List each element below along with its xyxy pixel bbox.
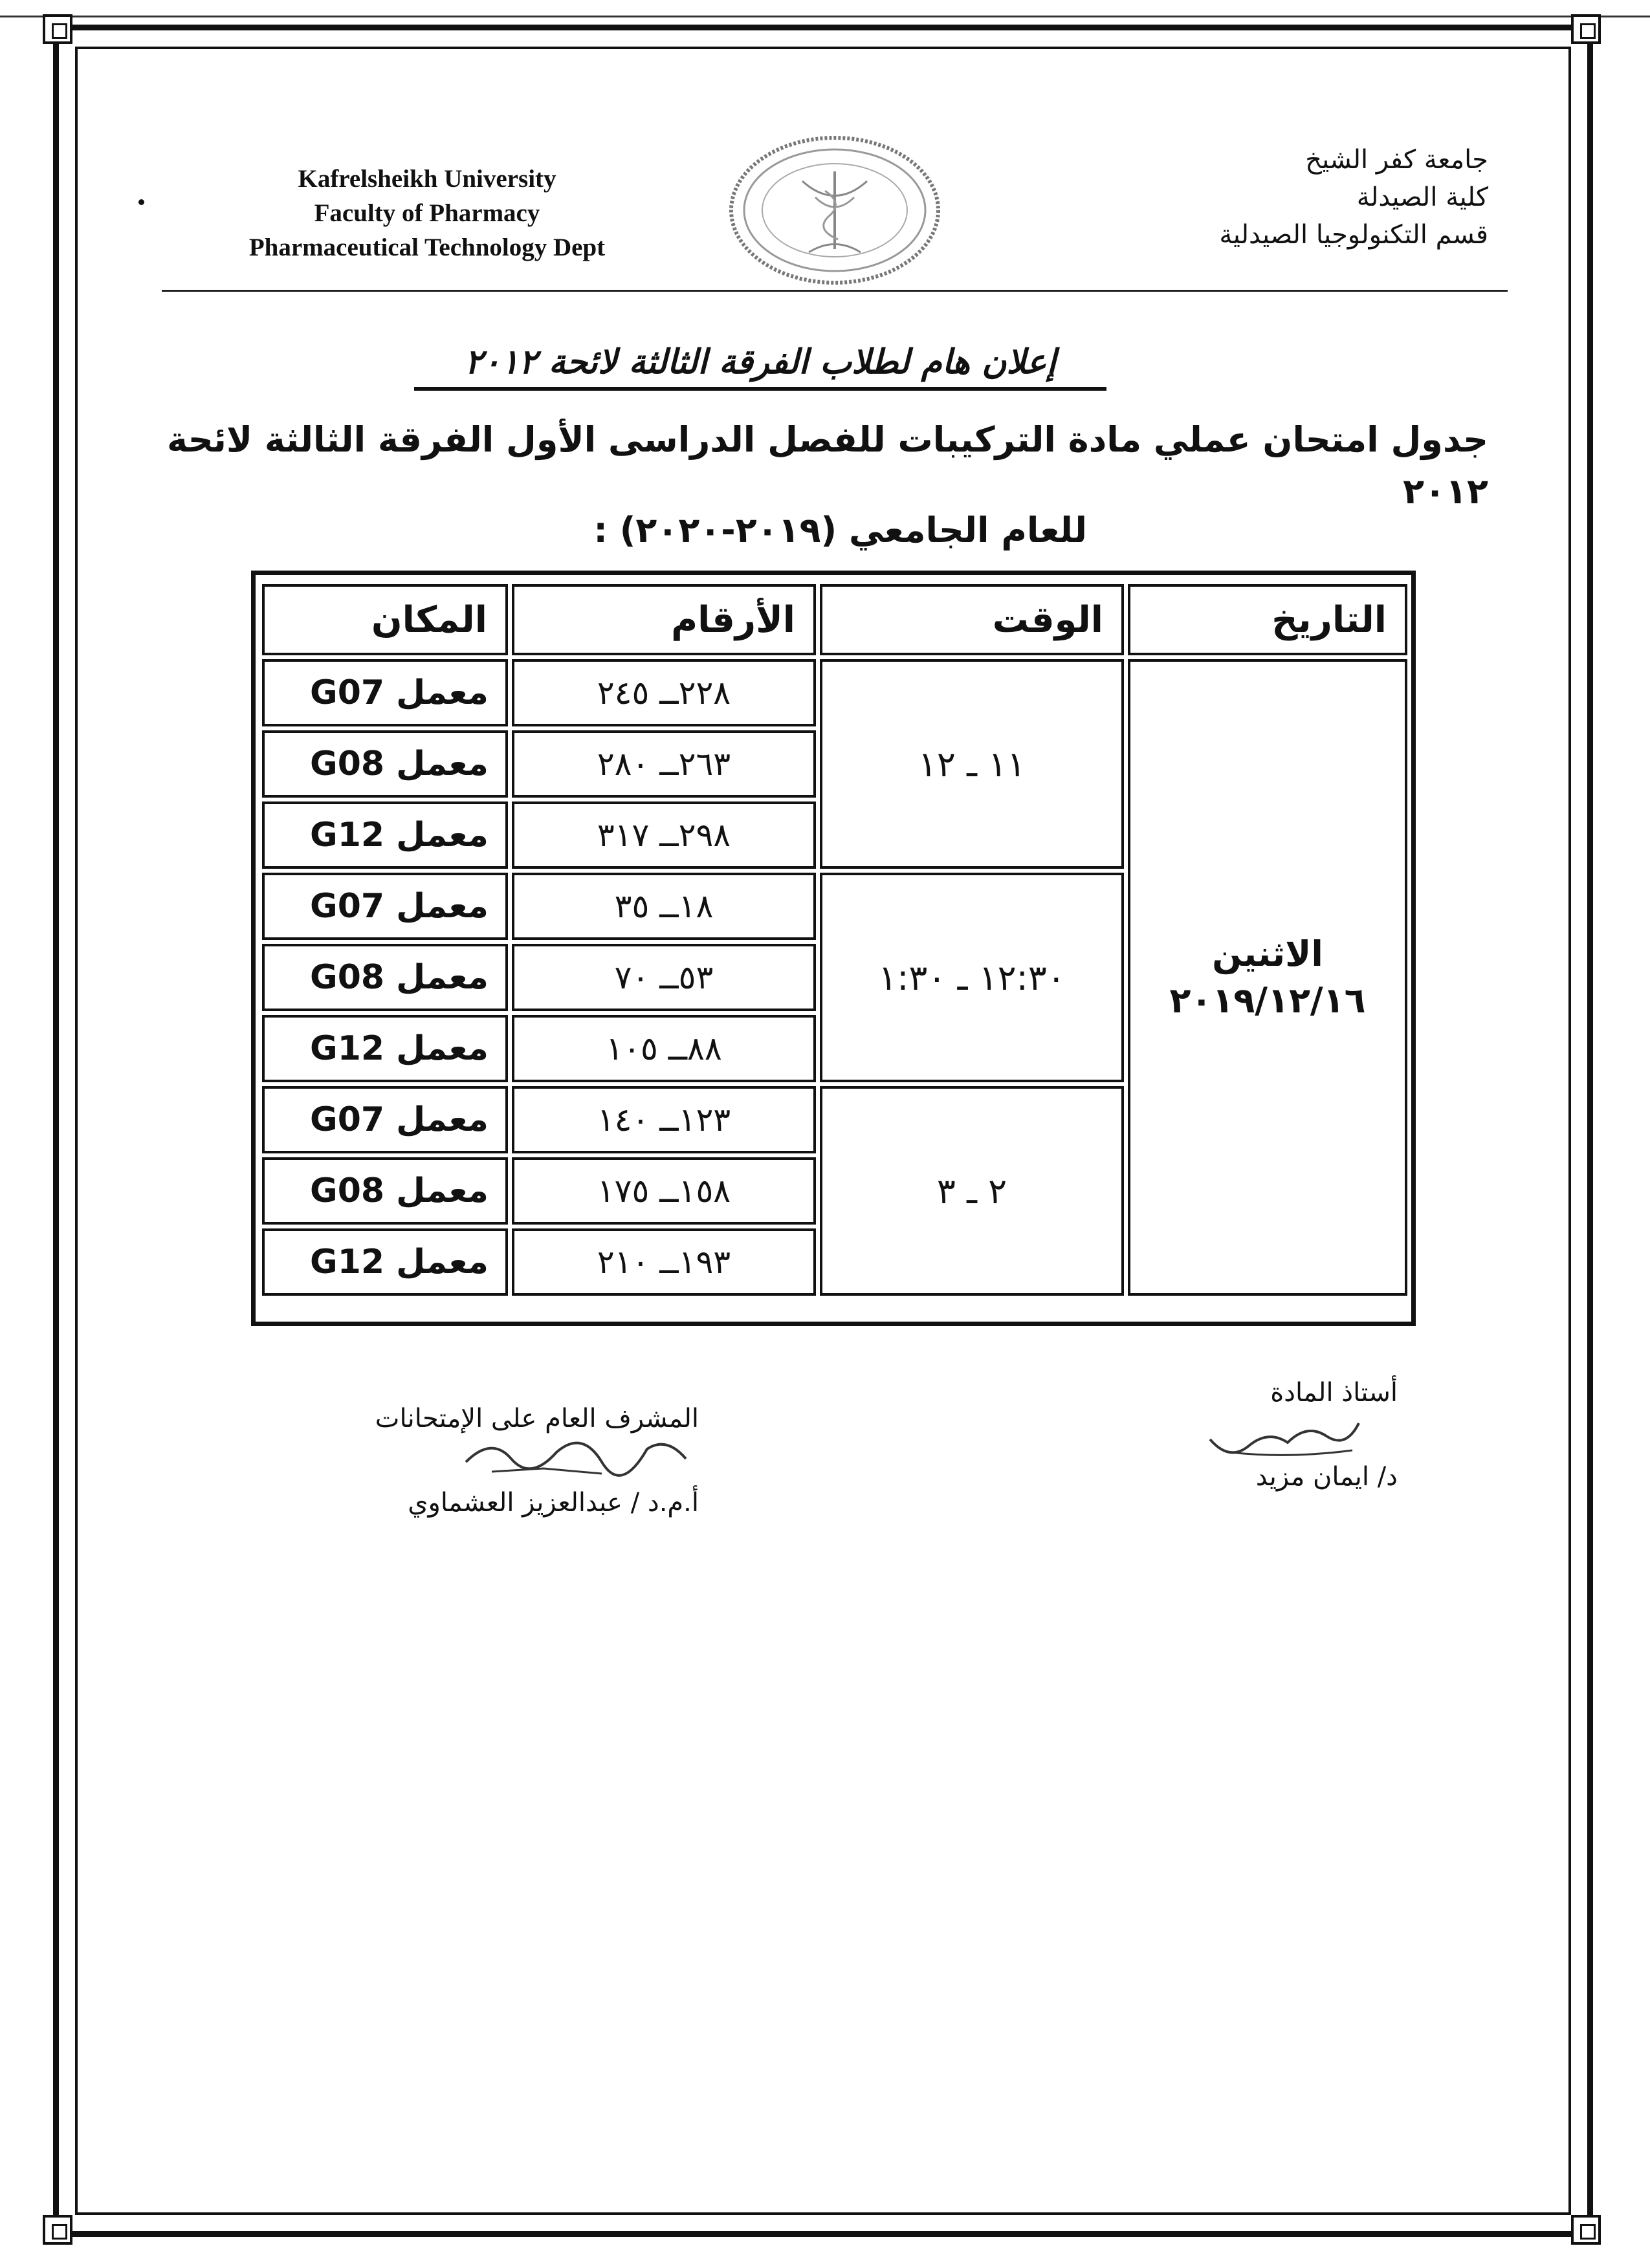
header-english [194,162,660,265]
instructor-signature [1191,1410,1385,1462]
table-row-place: معمل G07 [262,659,508,726]
university-name-ar: جامعة كفر الشيخ [1305,145,1488,175]
frame-corner-ornament [43,2215,72,2245]
university-name-en: Kafrelsheikh University [298,165,556,193]
table-row-numbers: ١٨ــ ٣٥ [512,873,816,940]
schedule-title: جدول امتحان عملي مادة التركيبات للفصل الدراسى الأول الفرقة الثالثة لائحة ٢٠١٢ [166,419,1488,512]
exam-day: الاثنين [1212,933,1323,974]
supervisor-name: أ.م.د / عبدالعزيز العشماوي [408,1488,699,1518]
header-date: التاريخ [1128,584,1407,655]
table-row-place: معمل G12 [262,1228,508,1296]
table-row-numbers: ١٥٨ــ ١٧٥ [512,1157,816,1225]
faculty-name-ar: كلية الصيدلة [1356,182,1488,212]
exam-schedule-table [251,571,1416,1326]
instructor-title: أستاذ المادة [1270,1378,1398,1408]
table-row-numbers: ٨٨ــ ١٠٥ [512,1015,816,1082]
table-row-place: معمل G07 [262,873,508,940]
table-row-place: معمل G08 [262,944,508,1011]
header-time: الوقت [820,584,1124,655]
exam-date: ٢٠١٩/١٢/١٦ [1169,980,1366,1021]
scan-dot [138,199,144,205]
notice-heading: إعلان هام لطلاب الفرقة الثالثة لائحة ٢٠١٢ [414,343,1106,391]
header-place: المكان [262,584,508,655]
scan-top-line [0,16,1650,17]
table-row-numbers: ٢٩٨ــ ٣١٧ [512,801,816,869]
header-numbers: الأرقام [512,584,816,655]
table-row-place: معمل G12 [262,801,508,869]
time-slot-cell: ١٢:٣٠ ـ ١:٣٠ [820,873,1124,1082]
table-row-place: معمل G08 [262,1157,508,1225]
table-row-numbers: ١٩٣ــ ٢١٠ [512,1228,816,1296]
faculty-seal-logo [725,133,945,288]
table-row-numbers: ١٢٣ــ ١٤٠ [512,1086,816,1153]
faculty-name-en: Faculty of Pharmacy [314,199,540,227]
table-row-place: معمل G08 [262,730,508,798]
department-name-ar: قسم التكنولوجيا الصيدلية [1219,220,1488,250]
table-row-numbers: ٢٢٨ــ ٢٤٥ [512,659,816,726]
instructor-name: د/ ايمان مزيد [1255,1462,1398,1492]
header-arabic [1048,141,1488,254]
table-row-place: معمل G07 [262,1086,508,1153]
exam-date-cell [1128,659,1407,1296]
time-slot-cell: ٢ ـ ٣ [820,1086,1124,1296]
frame-corner-ornament [1571,14,1601,44]
department-name-en: Pharmaceutical Technology Dept [248,234,606,261]
frame-corner-ornament [43,14,72,44]
table-row-place: معمل G12 [262,1015,508,1082]
supervisor-signature [453,1423,699,1481]
supervisor-title: المشرف العام على الإمتحانات [375,1404,699,1434]
header-divider [162,290,1508,292]
schedule-subtitle: للعام الجامعي (٢٠١٩-٢٠٢٠) : [593,510,1087,551]
frame-corner-ornament [1571,2215,1601,2245]
time-slot-cell: ١١ ـ ١٢ [820,659,1124,869]
table-row-numbers: ٥٣ــ ٧٠ [512,944,816,1011]
table-row-numbers: ٢٦٣ــ ٢٨٠ [512,730,816,798]
